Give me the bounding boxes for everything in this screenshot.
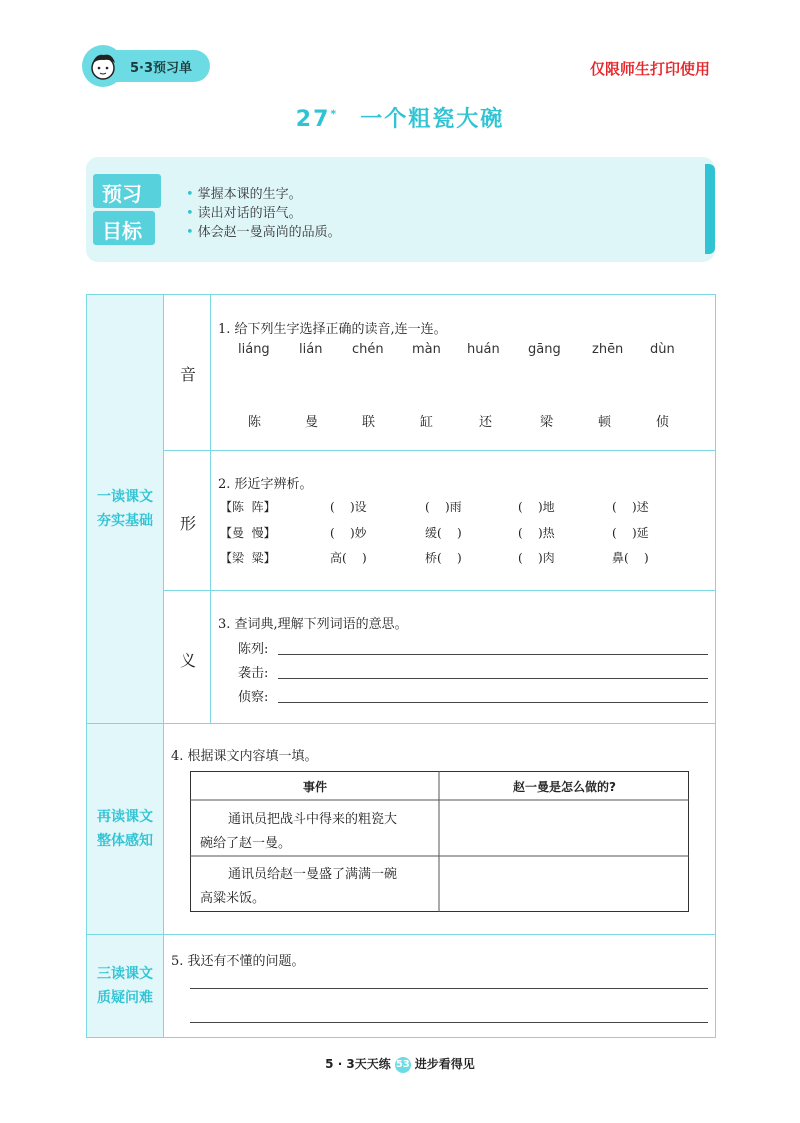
hanzi-item: 曼 — [305, 415, 319, 430]
pinyin-item: lián — [299, 342, 323, 357]
fill-item[interactable]: 缓( ) — [425, 526, 462, 540]
pinyin-item: liáng — [238, 342, 270, 357]
hanzi-item: 侦 — [656, 415, 670, 430]
hanzi-item: 顿 — [598, 415, 612, 430]
word-label: 侦察: — [238, 690, 269, 705]
question-4: 4. 根据课文内容填一填。 — [171, 749, 318, 764]
question-1: 1. 给下列生字选择正确的读音,连一连。 — [218, 322, 447, 337]
fill-item[interactable]: ( )热 — [518, 526, 555, 540]
pinyin-item: huán — [467, 342, 500, 357]
answer-line[interactable] — [190, 1022, 708, 1023]
series-badge-text: 5·3预习单 — [130, 61, 193, 76]
goals-label-line1: 预习 — [102, 182, 142, 206]
table-header-action: 赵一曼是怎么做的? — [513, 780, 616, 794]
hanzi-item: 梁 — [540, 415, 554, 430]
pinyin-item: gāng — [528, 342, 561, 357]
answer-line[interactable] — [190, 988, 708, 989]
section1-side-label: 一读课文 夯实基础 — [97, 489, 153, 529]
fill-item[interactable]: 桥( ) — [425, 551, 462, 565]
question-3: 3. 查词典,理解下列词语的意思。 — [218, 617, 408, 632]
goals-box — [86, 157, 715, 262]
answer-cell[interactable] — [442, 802, 686, 854]
row-content-cell — [210, 450, 716, 591]
answer-cell[interactable] — [442, 858, 686, 910]
lesson-title — [0, 102, 800, 133]
goal-item: • 体会赵一曼高尚的品质。 — [186, 225, 341, 240]
answer-line[interactable] — [278, 678, 708, 679]
footer-left: 5 · 3天天练 — [325, 1057, 391, 1071]
fill-item[interactable]: ( )延 — [612, 526, 649, 540]
answer-line[interactable] — [278, 702, 708, 703]
fill-item[interactable]: ( )设 — [330, 500, 367, 514]
fill-item[interactable]: ( )述 — [612, 500, 649, 514]
hanzi-item: 缸 — [420, 415, 434, 430]
fill-item[interactable]: ( )肉 — [518, 551, 555, 565]
event-text: 碗给了赵一曼。 — [200, 836, 292, 851]
pair-label: 【陈 阵】 — [220, 500, 276, 514]
fill-item[interactable]: ( )地 — [518, 500, 555, 514]
row-content-cell — [210, 590, 716, 724]
row-label-yin: 音 — [180, 365, 197, 384]
lesson-number: 27 — [295, 107, 331, 132]
goals-label-line2: 目标 — [102, 219, 142, 243]
fill-item[interactable]: 高( ) — [330, 551, 367, 565]
fill-item[interactable]: ( )雨 — [425, 500, 462, 514]
goal-item: • 掌握本课的生字。 — [186, 187, 302, 202]
page-number: 53 — [395, 1057, 411, 1073]
word-label: 陈列: — [238, 642, 269, 657]
table-header-event: 事件 — [302, 780, 327, 794]
section2-side-label: 再读课文 整体感知 — [97, 809, 153, 849]
pair-label: 【梁 粱】 — [220, 551, 276, 565]
footer-right: 进步看得见 — [414, 1057, 475, 1071]
pinyin-item: dùn — [650, 342, 675, 357]
section3-side-label: 三读课文 质疑问难 — [97, 966, 153, 1006]
hanzi-item: 还 — [479, 415, 493, 430]
pinyin-item: màn — [412, 342, 441, 357]
question-2: 2. 形近字辨析。 — [218, 477, 313, 492]
goal-item: • 读出对话的语气。 — [186, 206, 302, 221]
lesson-mark: * — [330, 107, 339, 121]
footer — [0, 1055, 800, 1073]
event-text: 高粱米饭。 — [200, 891, 266, 906]
word-label: 袭击: — [238, 666, 269, 681]
answer-line[interactable] — [278, 654, 708, 655]
pinyin-item: zhēn — [592, 342, 624, 357]
fill-item[interactable]: 鼻( ) — [612, 551, 649, 565]
fill-item[interactable]: ( )妙 — [330, 526, 367, 540]
pinyin-item: chén — [352, 342, 384, 357]
boy-face-icon — [82, 45, 124, 87]
goals-tab — [705, 164, 715, 254]
row-label-xing: 形 — [180, 514, 197, 533]
question-5: 5. 我还有不懂的问题。 — [171, 954, 305, 969]
print-note: 仅限师生打印使用 — [590, 60, 711, 78]
row-label-yi: 义 — [180, 651, 197, 670]
pair-label: 【曼 慢】 — [220, 526, 276, 540]
lesson-title-text: 一个粗瓷大碗 — [360, 107, 505, 132]
hanzi-item: 联 — [362, 415, 376, 430]
event-text: 通讯员给赵一曼盛了满满一碗 — [228, 867, 398, 882]
avatar — [82, 45, 124, 87]
hanzi-item: 陈 — [248, 415, 262, 430]
event-text: 通讯员把战斗中得来的粗瓷大 — [228, 812, 398, 827]
